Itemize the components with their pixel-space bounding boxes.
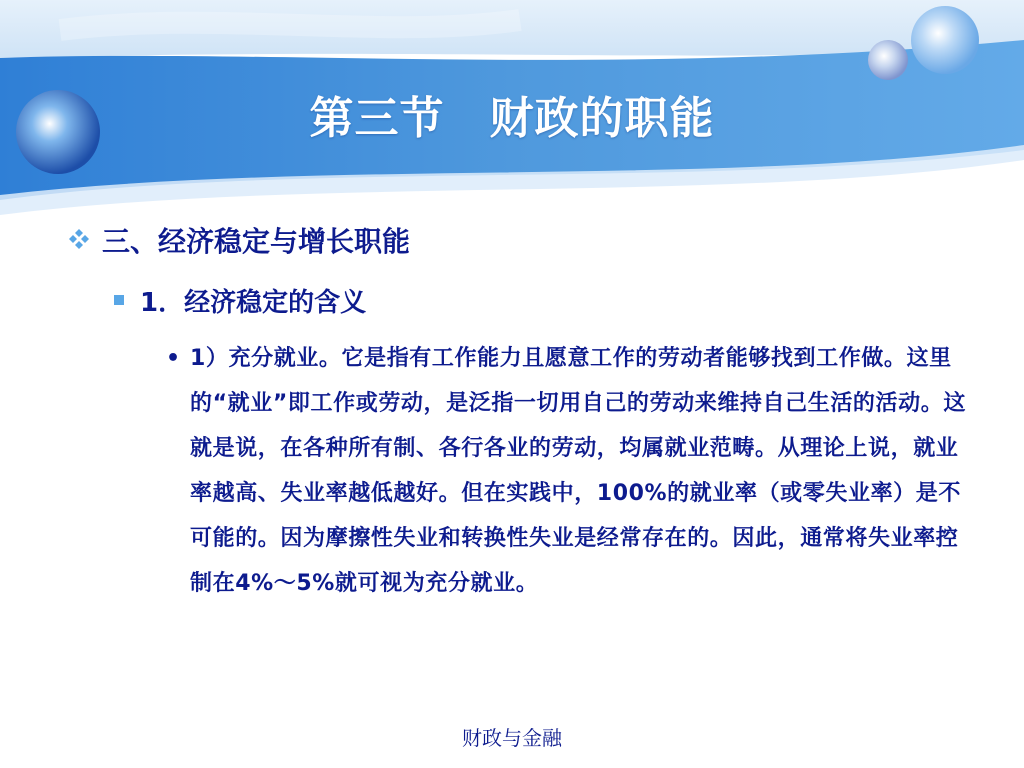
footer-text: 财政与金融 [462,726,562,750]
body-paragraph: 1）充分就业。它是指有工作能力且愿意工作的劳动者能够找到工作做。这里的“就业”即工作或劳动，是泛指一切用自己的劳动来维持自己生活的活动。这就是说，在各种所有制、各行各业的劳动，均属就业范畴。从理论上说，就业率越高、失业率越低越好。但在实践中，100%的就业率（或零失业率）是不可能的。因为摩擦性失业和转换性失业是经常存在的。因此，通常将失业率控制在4%～5%就可视为充分就业。 [190,346,966,596]
paragraph-row [166,336,966,606]
subheading: 1．经济稳定的含义 [140,287,367,318]
subheading-row [114,280,366,320]
dot-bullet-icon: • [166,346,181,371]
diamond-cluster-icon [64,226,94,254]
slide-title: 第三节 财政的职能 [309,93,715,144]
section-heading-row [64,218,410,262]
square-bullet-icon [114,295,124,305]
section-heading: 三、经济稳定与增长职能 [102,225,411,258]
